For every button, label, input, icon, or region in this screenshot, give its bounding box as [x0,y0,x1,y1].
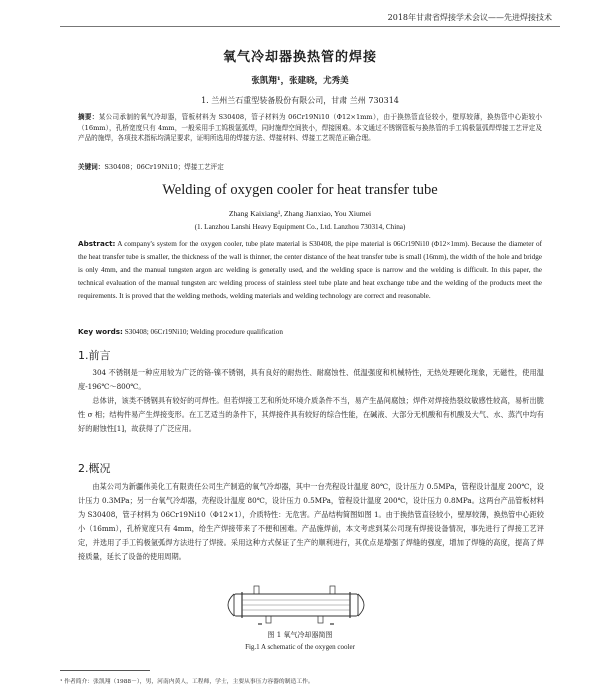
footnote-rule [60,670,150,671]
section-2-heading: 2.概况 [78,462,111,475]
title-cn: 氧气冷却器换热管的焊接 [222,50,377,65]
keywords-cn-text: S30408；06Cr19Ni10；焊接工艺评定 [104,163,224,171]
abstract-en-text: A company's system for the oxygen cooler, tube plate material is S30408, the pipe material is 06Cr19Ni10 (Φ12×1mm). Because the diameter of the heat transfer tube is smaller, the thickness of the wall is thinner, the center distance of the heat transfer tube is small (16mm), the width of the hole and bridge is only 4mm, and the manual tungsten argon arc welding is generally used, and the welding space is narrow and the welding is difficult. In this paper, the technical evaluation of the manual tungsten arc welding process of stainless steel tube plate and heat exchange tube and the welding of the products meet the requirements. It is proved that the welding methods, welding materials and welding technology are correct and reasonable. [78,240,542,300]
nozzle [318,616,323,623]
abstract-cn [78,112,542,144]
figure-caption-en: Fig.1 A schematic of the oxygen cooler [245,643,355,651]
abstract-en-label: Abstract: [78,239,116,248]
keywords-en-text: S30408; 06Cr19Ni10; Welding procedure qualification [124,328,283,336]
authors-cn: 张凯翔¹，张建晓，尤秀美 [251,76,349,86]
section-1-para-2: 总体讲，该类不锈钢具有较好的可焊性。但若焊接工艺和所处环境介质条件不当，易产生晶间腐蚀；焊件对焊接热裂纹敏感性较高，易析出脆性 σ 相；结构件易产生焊接变形。在工艺适当的条件下，其焊接件具有较好的综合性能，在碱液、大部分无机酸和有机酸及大气、水、蒸汽中均有好的耐蚀性[1]，故获得了广泛应用。 [78,396,544,433]
left-head [228,594,234,616]
keywords-en-label: Key words: [78,327,123,336]
section-1-para-1: 304 不锈钢是一种应用较为广泛的铬-镍不锈钢，具有良好的耐热性、耐腐蚀性、低温强度和机械特性，无热处理硬化现象，无磁性，使用温度-196℃～800℃。 [78,368,544,391]
running-header: 2018年甘肃省焊接学术会议——先进焊接技术 [387,13,552,22]
keywords-cn [78,162,542,173]
nozzle [266,616,271,623]
right-head [358,594,364,616]
abstract-en [78,237,542,303]
nozzle [254,586,259,594]
keywords-cn-label: 关键词： [78,163,105,171]
oxygen-cooler-schematic-icon [218,580,378,628]
section-1-heading: 1.前言 [78,349,111,362]
authors-en: Zhang Kaixiang¹, Zhang Jianxiao, You Xiumei [228,209,372,218]
section-1-body [78,366,544,436]
figure-caption-cn: 图 1 氧气冷却器简图 [267,631,333,639]
nozzle [330,586,335,594]
affiliation-en: (1. Lanzhou Lanshi Heavy Equipment Co., Ltd. Lanzhou 730314, China) [194,223,406,231]
affiliation-cn: 1. 兰州兰石重型装备股份有限公司，甘肃 兰州 730314 [201,96,399,105]
abstract-cn-text: 某公司承制的氧气冷却器，管板材料为 S30408，管子材料为 06Cr19Ni10（Φ12×1mm），由于换热管直径较小，壁厚较薄，换热管中心距较小（16mm），孔桥宽度只有 4mm，一般采用手工钨极氩弧焊，同时施焊空间狭小，焊接困难。本文通过不锈钢管板与换热管的手工钨极氩弧焊焊接工艺评定及产品的施焊，各项技术指标均满足要求，证明所选用的焊接方法、焊接材料、焊接工艺规范正确合理。 [78,113,542,143]
abstract-cn-label: 摘要： [78,113,99,121]
section-2-para-1: 由某公司为新疆伟美化工有限责任公司生产制造的氧气冷却器，其中一台壳程设计温度 80℃，设计压力 0.5MPa，管程设计温度 200℃，设计压力 0.3MPa；另一台氧气冷却器，壳程设计温度 80℃，设计压力 0.5MPa，管程设计温度 200℃，设计压力 0.8MPa。这两台产品管板材料为 S30408，管子材料为 06Cr19Ni10（Φ12×1），介质特性：无危害。产品结构简图如图 1。由于换热管直径较小，壁厚较薄，换热管中心距较小（16mm），孔桥宽度只有 4mm，给生产焊接带来了不便和困难。产品施焊前，本文考虑到某公司现有焊接设备情况，事先进行了焊接工艺评定，并选用了手工钨极氩弧焊方法进行了焊接。采用这种方式保证了生产的顺利进行，其优点是增强了焊缝的强度，增加了焊缝的高度，提高了焊接质量，延长了设备的使用周期。 [78,482,544,561]
title-en: Welding of oxygen cooler for heat transfer tube [162,182,438,198]
header-rule [60,26,560,27]
section-2-body [78,480,544,564]
footnote: ¹ 作者简介：张凯翔（1988－），男，河南内黄人，工程师，学士，主要从事压力容器的制造工作。 [60,679,314,685]
keywords-en [78,325,542,339]
